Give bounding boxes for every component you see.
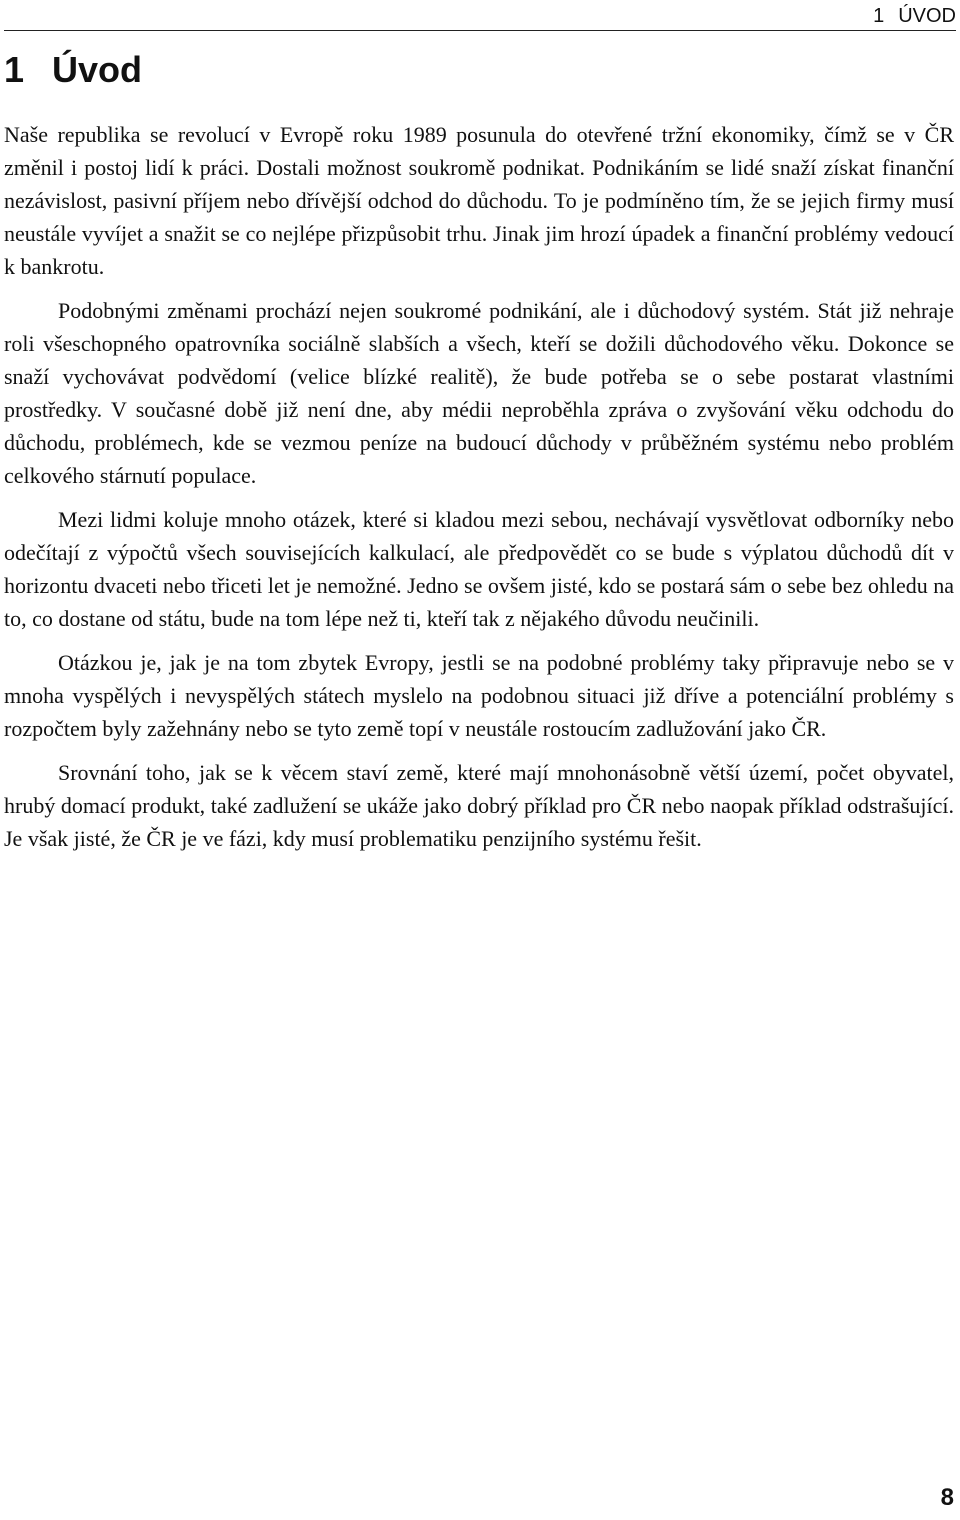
- body-text: [4, 118, 954, 866]
- paragraph: Otázkou je, jak je na tom zbytek Evropy, jestli se na podobné problémy taky připravuje nebo se v mnoha vyspělých i nevyspělých státech myslelo na podobnou situaci již dříve a potenciální problémy s rozpočtem byly zažehnány nebo se tyto země topí v neustále rostoucím zadlužování jako ČR.: [4, 650, 954, 741]
- paragraph: Podobnými změnami prochází nejen soukromé podnikání, ale i důchodový systém. Stát již nehraje roli všeschopného opatrovníka sociálně slabších a všech, kteří se dožili důchodového věku. Dokonce se snaží vychovávat podvědomí (velice blízké realitě), že bude potřeba se o sebe postarat vlastními prostředky. V současné době již není dne, aby médii neproběhla zpráva o zvyšování věku odchodu do důchodu, problémech, kde se vezmou peníze na budoucí důchody v průběžném systému nebo problém celkového stárnutí populace.: [4, 298, 954, 488]
- paragraph: Srovnání toho, jak se k věcem staví země, které mají mnohonásobně větší území, počet obyvatel, hrubý domací produkt, také zadlužení se ukáže jako dobrý příklad pro ČR nebo naopak příklad odstrašující. Je však jisté, že ČR je ve fázi, kdy musí problematiku penzijního systému řešit.: [4, 760, 954, 851]
- page-number: 8: [940, 1484, 954, 1511]
- chapter-title: [4, 48, 142, 92]
- chapter-title-text: Úvod: [52, 49, 143, 90]
- running-header: [4, 4, 956, 31]
- chapter-number: 1: [4, 49, 25, 90]
- paragraph: Naše republika se revolucí v Evropě roku 1989 posunula do otevřené tržní ekonomiky, čímž se v ČR změnil i postoj lidí k práci. Dostali možnost soukromě podnikat. Podnikáním se lidé snaží získat finanční nezávislost, pasivní příjem nebo dřívější odchod do důchodu. To je podmíněno tím, že se jejich firmy musí neustále vyvíjet a snažit se co nejlépe přizpůsobit trhu. Jinak jim hrozí úpadek a finanční problémy vedoucí k bankrotu.: [4, 122, 954, 279]
- paragraph: Mezi lidmi koluje mnoho otázek, které si kladou mezi sebou, nechávají vysvětlovat odborníky nebo odečítají z výpočtů všech souvisejících kalkulací, ale předpovědět co se bude s výplatou důchodů dít v horizontu dvaceti nebo třiceti let je nemožné. Jedno se ovšem jisté, kdo se postará sám o sebe bez ohledu na to, co dostane od státu, bude na tom lépe než ti, kteří tak z nějakého důvodu neučinili.: [4, 507, 954, 631]
- running-header-number: 1: [873, 5, 885, 27]
- running-header-title: ÚVOD: [898, 5, 956, 27]
